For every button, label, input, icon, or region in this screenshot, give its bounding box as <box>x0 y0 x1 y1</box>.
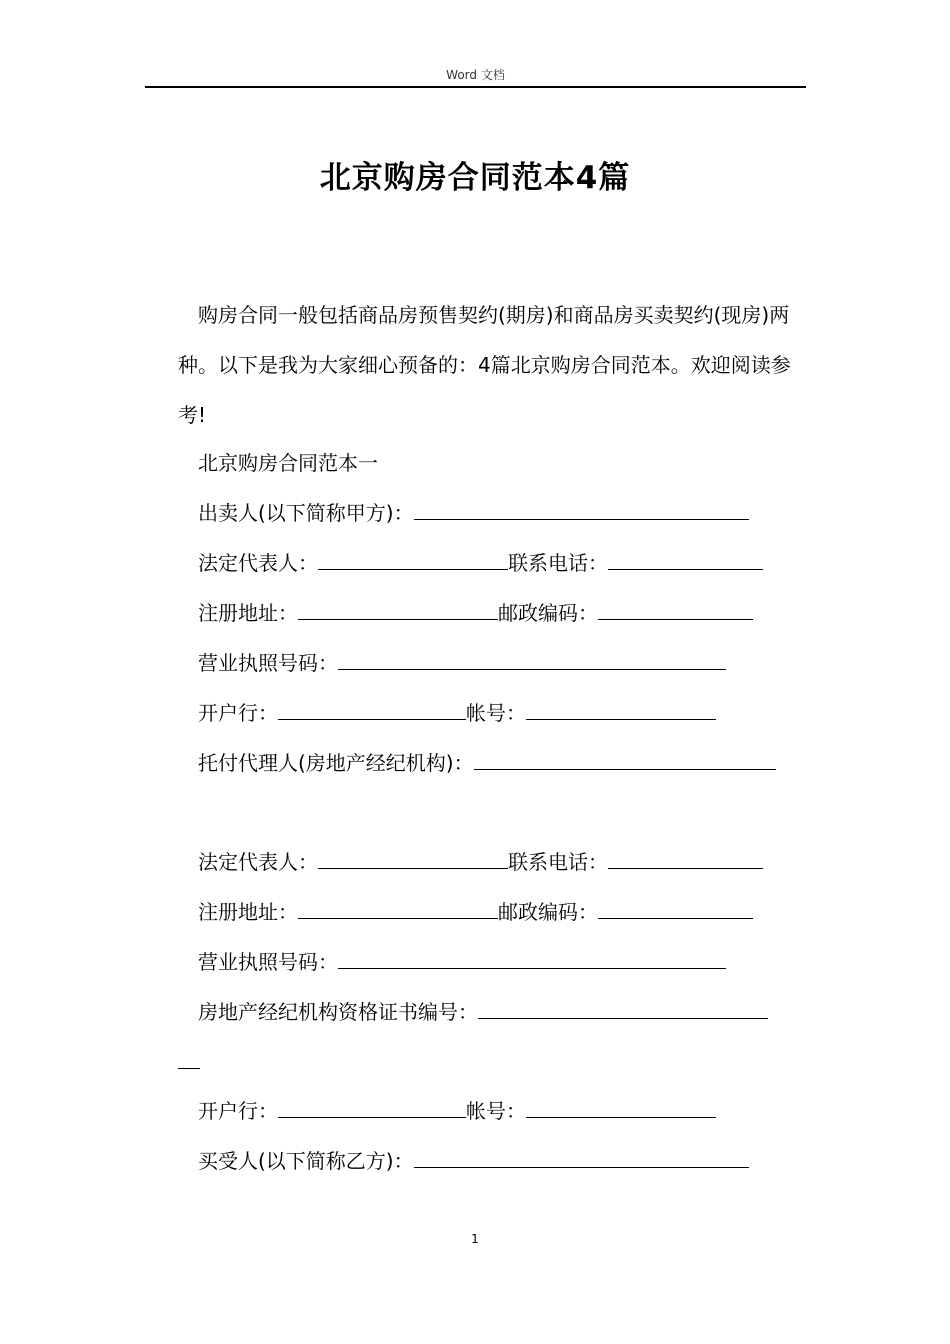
agency-cert-overflow-line <box>178 1047 200 1077</box>
legal-rep-blank <box>318 549 508 570</box>
license-blank <box>338 649 726 670</box>
reg-address-blank <box>298 599 498 620</box>
reg-address-line-1 <box>198 598 753 628</box>
reg-address-label: 注册地址： <box>198 900 298 924</box>
buyer-label: 买受人(以下简称乙方)： <box>198 1149 414 1173</box>
account-blank <box>526 1097 716 1118</box>
postcode-blank <box>598 599 753 620</box>
postcode-label: 邮政编码： <box>498 601 598 625</box>
phone-blank <box>608 549 763 570</box>
reg-address-line-2 <box>198 897 753 927</box>
seller-blank <box>414 499 749 520</box>
phone-label: 联系电话： <box>508 850 608 874</box>
license-label: 营业执照号码： <box>198 651 338 675</box>
license-label: 营业执照号码： <box>198 950 338 974</box>
agency-cert-line <box>198 997 768 1027</box>
bank-blank <box>278 699 466 720</box>
reg-address-label: 注册地址： <box>198 601 298 625</box>
bank-line-1 <box>198 698 716 728</box>
bank-label: 开户行： <box>198 701 278 725</box>
buyer-blank <box>414 1147 749 1168</box>
agency-cert-overflow-blank <box>178 1048 200 1069</box>
legal-rep-label: 法定代表人： <box>198 551 318 575</box>
license-blank <box>338 948 726 969</box>
section-heading-text: 北京购房合同范本一 <box>198 451 378 475</box>
page-number: 1 <box>471 1232 479 1246</box>
page-header <box>145 66 806 88</box>
postcode-label: 邮政编码： <box>498 900 598 924</box>
bank-blank <box>278 1097 466 1118</box>
section-heading <box>198 448 378 478</box>
account-blank <box>526 699 716 720</box>
account-label: 帐号： <box>466 1099 526 1123</box>
intro-paragraph: 购房合同一般包括商品房预售契约(期房)和商品房买卖契约(现房)两种。以下是我为大家细心预备的：4篇北京购房合同范本。欢迎阅读参考! <box>178 303 791 427</box>
document-title: 北京购房合同范本4篇 <box>319 160 631 196</box>
seller-line <box>198 498 749 528</box>
legal-rep-label: 法定代表人： <box>198 850 318 874</box>
phone-label: 联系电话： <box>508 551 608 575</box>
legal-rep-blank <box>318 848 508 869</box>
legal-rep-line-2 <box>198 847 763 877</box>
postcode-blank <box>598 898 753 919</box>
header-label: Word 文档 <box>446 68 505 82</box>
agency-cert-blank <box>478 998 768 1019</box>
agent-blank <box>474 749 776 770</box>
buyer-line <box>198 1146 749 1176</box>
license-line-1 <box>198 648 726 678</box>
phone-blank <box>608 848 763 869</box>
bank-label: 开户行： <box>198 1099 278 1123</box>
bank-line-2 <box>198 1096 716 1126</box>
reg-address-blank <box>298 898 498 919</box>
agent-label: 托付代理人(房地产经纪机构)： <box>198 751 474 775</box>
license-line-2 <box>198 947 726 977</box>
account-label: 帐号： <box>466 701 526 725</box>
agent-line <box>198 748 776 778</box>
agency-cert-label: 房地产经纪机构资格证书编号： <box>198 1000 478 1024</box>
legal-rep-line-1 <box>198 548 763 578</box>
seller-label: 出卖人(以下简称甲方)： <box>198 501 414 525</box>
